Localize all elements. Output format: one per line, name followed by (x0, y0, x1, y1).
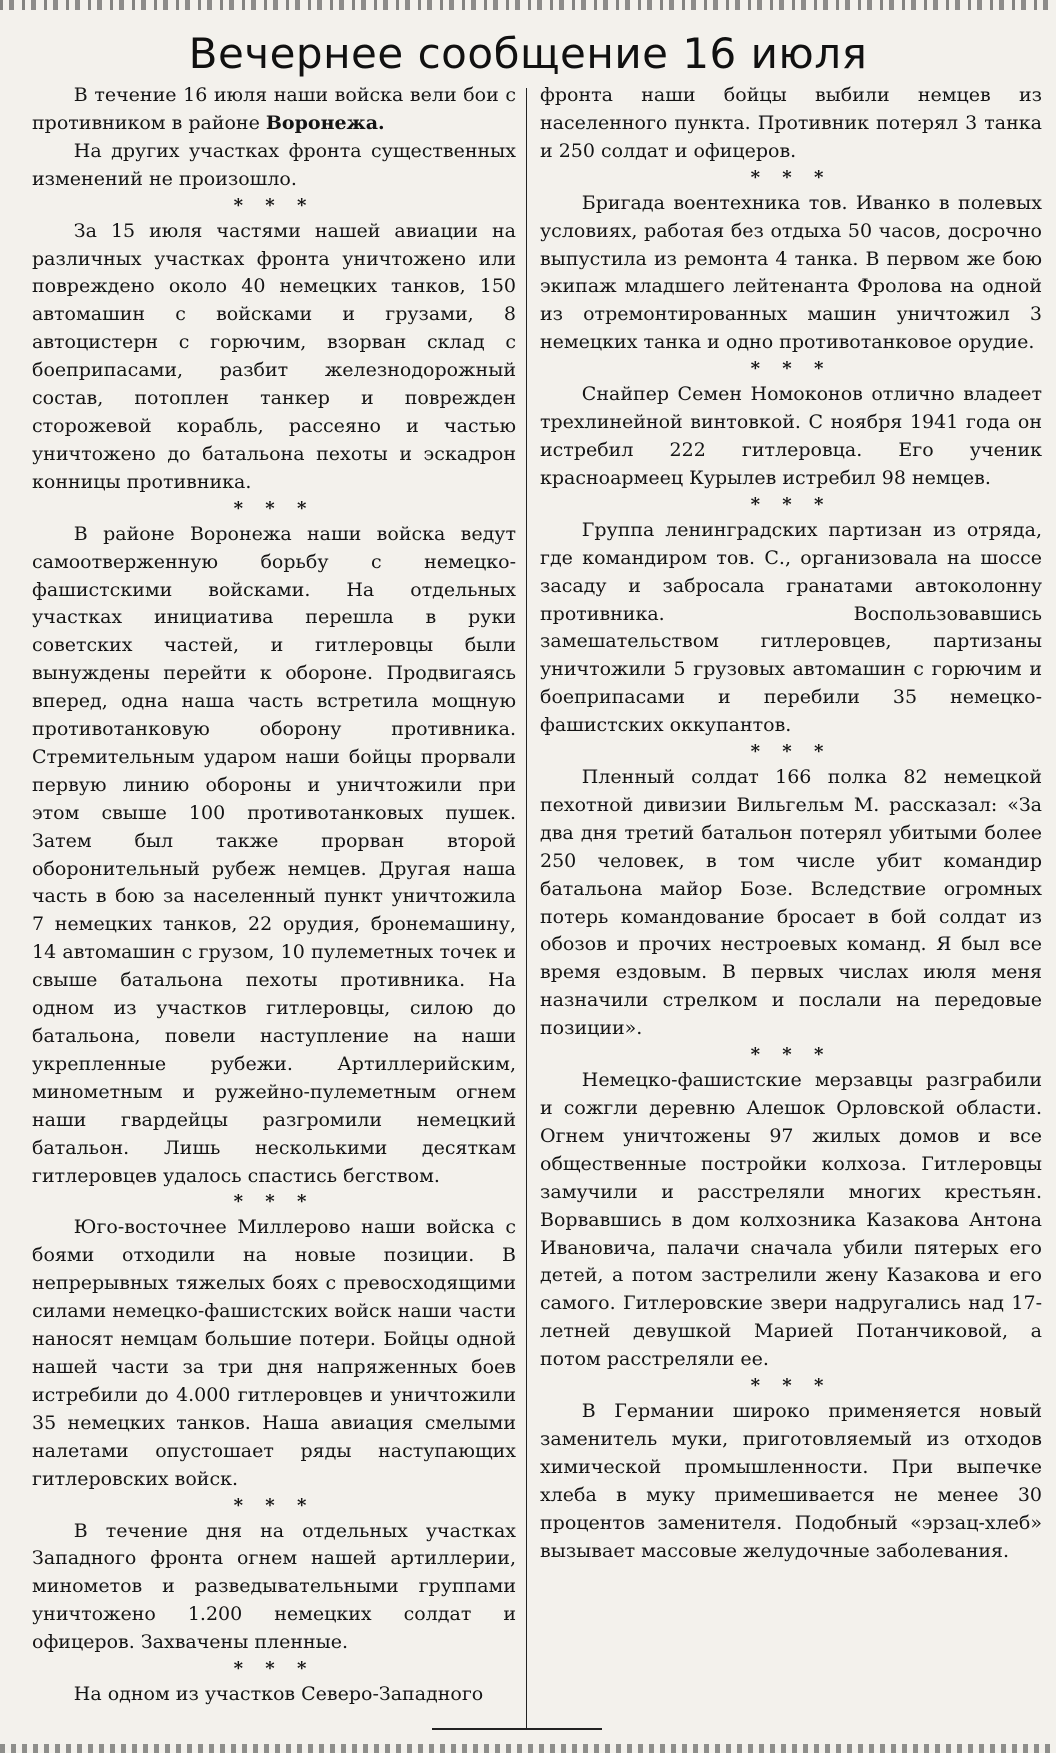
paragraph-western-front: В течение дня на отдельных участках Западного фронта огнем нашей артиллерии, минометов и разведывательными группами уничтожено 1.200 немецких солдат и офицеров. Захвачены пленные. (32, 1519, 516, 1654)
paragraph-northwest-front-continued: фронта наши бойцы выбили немцев из населенного пункта. Противник потерял 3 танка и 250 солдат и офицеров. (540, 84, 1042, 162)
section-separator: * * * (750, 1375, 832, 1397)
section-separator: * * * (233, 1658, 315, 1680)
paragraph-ersatz-bread: В Германии широко применяется новый заменитель муки, приготовляемый из отходов химической промышленности. При выпечке хлеба в муку примешивается не менее 30 процентов заменителя. Подобный «эрзац-хлеб» вызывает массовые желудочные заболевания. (540, 1400, 1042, 1562)
paragraph-text: В течение 16 июля наши войска вели бои с противником в районе (32, 84, 516, 134)
section-separator: * * * (233, 1494, 315, 1516)
section-separator: * * * (750, 166, 832, 188)
right-column (540, 82, 1042, 1566)
paragraph-millerovo: Юго-восточнее Миллерово наши войска с боями отходили на новые позиции. В непрерывных тяжелых боях с превосходящими силами немецко-фашистских войск наши части наносят немцам большие потери. Бойцы одной нашей части за три дня напряженных боев истребили до 4.000 гитлеровцев и уничтожили 35 немецких танков. Наша авиация смелыми налетами опустошает ряды наступающих гитлеровских войск. (32, 1216, 516, 1490)
paragraph-prisoner-testimony: Пленный солдат 166 полка 82 немецкой пехотной дивизии Вильгельм М. рассказал: «За два дня третий батальон потерял убитыми более 250 человек, в том числе убит командир батальона майор Бозе. Вследствие огромных потерь командование бросает в бой солдат из обозов и прочих нестроевых команд. Я был все время ездовым. В первых числах июля меня назначили стрелком и послали на передовые позиции». (540, 766, 1042, 1040)
section-separator: * * * (750, 741, 832, 763)
paragraph-northwest-front: На одном из участков Северо-Западного (73, 1683, 484, 1706)
paragraph-partisans: Группа ленинградских партизан из отряда, где командиром тов. С., организовала на шоссе засаду и забросала гранатами автоколонну противника. Воспользовавшись замешательством гитлеровцев, партизаны уничтожили 5 грузовых автомашин с горючим и боеприпасами и перебили 35 немецко-фашистских оккупантов. (540, 518, 1042, 737)
section-separator: * * * (750, 358, 832, 380)
paragraph-other-fronts: На других участках фронта существенных изменений не произошло. (32, 139, 516, 190)
section-separator: * * * (233, 194, 315, 216)
section-separator: * * * (750, 493, 832, 515)
page-title: Вечернее сообщение 16 июля (188, 29, 868, 78)
paragraph-aviation: За 15 июля частями нашей авиации на различных участках фронта уничтожено или повреждено около 40 немецких танков, 150 автомашин с войсками и грузами, 8 автоцистерн с горючим, взорван склад с боеприпасами, разбит железнодорожный состав, потоплен танкер и поврежден сторожевой корабль, рассеяно и частью уничтожено до батальона пехоты и эскадрон конницы противника. (32, 219, 516, 493)
section-separator: * * * (750, 1044, 832, 1066)
paragraph-voronezh-battle: В районе Воронежа наши войска ведут самоотверженную борьбу с немецко-фашистскими войсками. На отдельных участках инициатива перешла в руки советских частей, и гитлеровцы были вынуждены перейти к обороне. Продвигаясь вперед, одна наша часть встретила мощную противотанковую оборону противника. Стремительным ударом наши бойцы прорвали первую линию обороны и уничтожили при этом свыше 100 противотанковых пушек. Затем был также прорван второй оборонительный рубеж немцев. Другая наша часть в бою за населенный пункт уничтожила 7 немецких танков, 22 орудия, бронемашину, 14 автомашин с грузом, 10 пулеметных точек и свыше батальона пехоты противника. На одном из участков гитлеровцы, силою до батальона, повели наступление на наши укрепленные рубежи. Артиллерийским, минометным и ружейно-пулеметным огнем наши гвардейцы разгромили немецкий батальон. Лишь несколькими десяткам гитлеровцев удалось спастись бегством. (32, 522, 516, 1187)
left-column (32, 82, 516, 1709)
torn-top-edge (0, 0, 1056, 10)
section-separator: * * * (233, 1191, 315, 1213)
torn-bottom-edge (0, 1744, 1056, 1753)
paragraph-village-atrocity: Немецко-фашистские мерзавцы разграбили и сожгли деревню Алешок Орловской области. Огнем уничтожены 97 жилых домов и все общественные постройки колхоза. Гитлеровцы замучили и расстреляли многих крестьян. Ворвавшись в дом колхозника Казакова Антона Ивановича, палачи сначала убили пятерых его детей, а потом застрелили жену Казакова и его самого. Гитлеровские звери надругались над 17-летней девушкой Марией Потанчиковой, а потом расстреляли ее. (540, 1069, 1042, 1371)
bold-place-name: Воронежа. (265, 111, 385, 134)
paragraph-tank-repair: Бригада воентехника тов. Иванко в полевых условиях, работая без отдыха 50 часов, досрочно выпустила из ремонта 4 танка. В первом же бою экипаж младшего лейтенанта Фролова на одной из отремонтированных машин уничтожил 3 немецких танка и одно противотанковое орудие. (540, 191, 1042, 354)
end-rule (432, 1728, 602, 1730)
section-separator: * * * (233, 497, 315, 519)
paragraph-voronezh-intro (32, 82, 516, 138)
paragraph-sniper: Снайпер Семен Номоконов отлично владеет трехлинейной винтовкой. С ноября 1941 года он истребил 222 гитлеровца. Его ученик красноармеец Курылев истребил 98 немцев. (540, 383, 1042, 489)
column-divider (526, 88, 527, 1728)
